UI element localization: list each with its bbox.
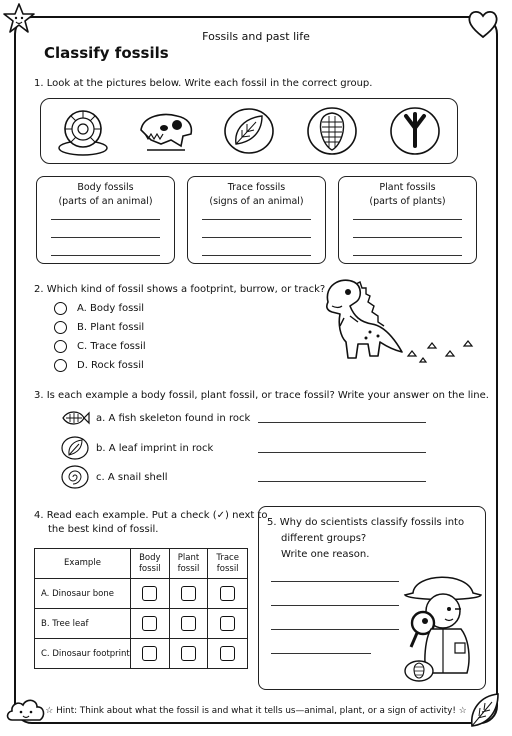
question-3-prompt: 3. Is each example a body fossil, plant fossil, or trace fossil? Write your answer on the line.: [34, 390, 489, 401]
answer-line[interactable]: [202, 219, 311, 220]
fossil-check-table: [34, 548, 248, 669]
radio-circle[interactable]: [54, 359, 67, 372]
checkbox[interactable]: [220, 646, 235, 661]
question-5-box: [258, 506, 486, 690]
option-label: D. Rock fossil: [77, 360, 144, 371]
checkbox[interactable]: [220, 586, 235, 601]
fossil-picture-strip: [40, 98, 458, 164]
radio-circle[interactable]: [54, 302, 67, 315]
example-c-text: c. A snail shell: [96, 471, 168, 483]
example-b: [60, 436, 213, 460]
row-example: A. Dinosaur bone: [35, 579, 131, 609]
answer-line[interactable]: [51, 219, 160, 220]
question-4-prompt-line2: the best kind of fossil.: [48, 524, 159, 535]
body-fossils-box: [36, 176, 175, 264]
trace-fossils-subtitle: (signs of an animal): [209, 196, 304, 207]
option-b[interactable]: [54, 321, 144, 334]
plant-fossils-subtitle: (parts of plants): [369, 196, 446, 207]
checkbox[interactable]: [181, 646, 196, 661]
dinosaur-skull-icon: [137, 104, 195, 158]
page-title: Classify fossils: [44, 44, 169, 62]
footprint-icon: [386, 104, 444, 158]
star-icon: ☆: [458, 706, 467, 716]
checkbox[interactable]: [142, 616, 157, 631]
answer-line[interactable]: [353, 255, 462, 256]
example-a: [60, 406, 250, 430]
question-5-line2: different groups?: [281, 533, 367, 544]
question-1-prompt: 1. Look at the pictures below. Write each fossil in the correct group.: [34, 78, 373, 89]
answer-line[interactable]: [202, 237, 311, 238]
answer-line[interactable]: [51, 237, 160, 238]
checkbox[interactable]: [142, 646, 157, 661]
row-example: B. Tree leaf: [35, 609, 131, 639]
hint-line: [0, 706, 512, 716]
checkbox[interactable]: [220, 616, 235, 631]
answer-line[interactable]: [353, 219, 462, 220]
checkbox[interactable]: [142, 586, 157, 601]
example-a-text: a. A fish skeleton found in rock: [96, 412, 251, 424]
answer-line[interactable]: [271, 653, 371, 654]
answer-line[interactable]: [271, 581, 399, 582]
leaf-imprint-icon: [60, 436, 90, 460]
table-row: [35, 639, 248, 669]
hint-text: Hint: Think about what the fossil is and what it tells us—animal, plant, or a sign of activity!: [56, 706, 456, 716]
option-a[interactable]: [54, 302, 144, 315]
question-5-line3: Write one reason.: [281, 549, 370, 560]
option-c[interactable]: [54, 340, 146, 353]
option-label: B. Plant fossil: [77, 322, 145, 333]
column-header: Plant fossil: [169, 549, 208, 579]
option-label: C. Trace fossil: [77, 341, 146, 352]
question-4-prompt-line1: 4. Read each example. Put a check (✓) next to: [34, 510, 268, 521]
radio-circle[interactable]: [54, 321, 67, 334]
question-5-line1: 5. Why do scientists classify fossils into: [267, 517, 465, 528]
explorer-kid-icon: [403, 563, 485, 689]
answer-line[interactable]: [258, 452, 426, 453]
column-header: Body fossil: [131, 549, 170, 579]
dinosaur-icon: [310, 272, 480, 368]
question-2-prompt: 2. Which kind of fossil shows a footprint, burrow, or track?: [34, 284, 326, 295]
option-d[interactable]: [54, 359, 144, 372]
answer-line[interactable]: [258, 422, 426, 423]
answer-line[interactable]: [271, 605, 399, 606]
table-row: [35, 579, 248, 609]
answer-line[interactable]: [271, 629, 399, 630]
example-b-text: b. A leaf imprint in rock: [96, 442, 214, 454]
table-row: [35, 609, 248, 639]
plant-fossils-box: [338, 176, 477, 264]
column-header: Trace fossil: [208, 549, 248, 579]
trace-fossils-box: [187, 176, 326, 264]
fish-skeleton-icon: [60, 406, 90, 430]
trace-fossils-title: Trace fossils: [227, 182, 286, 193]
radio-circle[interactable]: [54, 340, 67, 353]
leaf-fossil-icon: [220, 104, 278, 158]
checkbox[interactable]: [181, 586, 196, 601]
body-fossils-subtitle: (parts of an animal): [58, 196, 153, 207]
answer-line[interactable]: [258, 481, 426, 482]
example-c: [60, 465, 168, 489]
column-header: Example: [35, 549, 131, 579]
answer-line[interactable]: [51, 255, 160, 256]
option-label: A. Body fossil: [77, 303, 145, 314]
row-example: C. Dinosaur footprint: [35, 639, 131, 669]
plant-fossils-title: Plant fossils: [379, 182, 436, 193]
ammonite-icon: [54, 104, 112, 158]
star-icon: ☆: [45, 706, 54, 716]
trilobite-icon: [303, 104, 361, 158]
answer-line[interactable]: [353, 237, 462, 238]
checkbox[interactable]: [181, 616, 196, 631]
body-fossils-title: Body fossils: [77, 182, 134, 193]
answer-line[interactable]: [202, 255, 311, 256]
worksheet-topic: Fossils and past life: [202, 30, 310, 43]
snail-shell-icon: [60, 465, 90, 489]
